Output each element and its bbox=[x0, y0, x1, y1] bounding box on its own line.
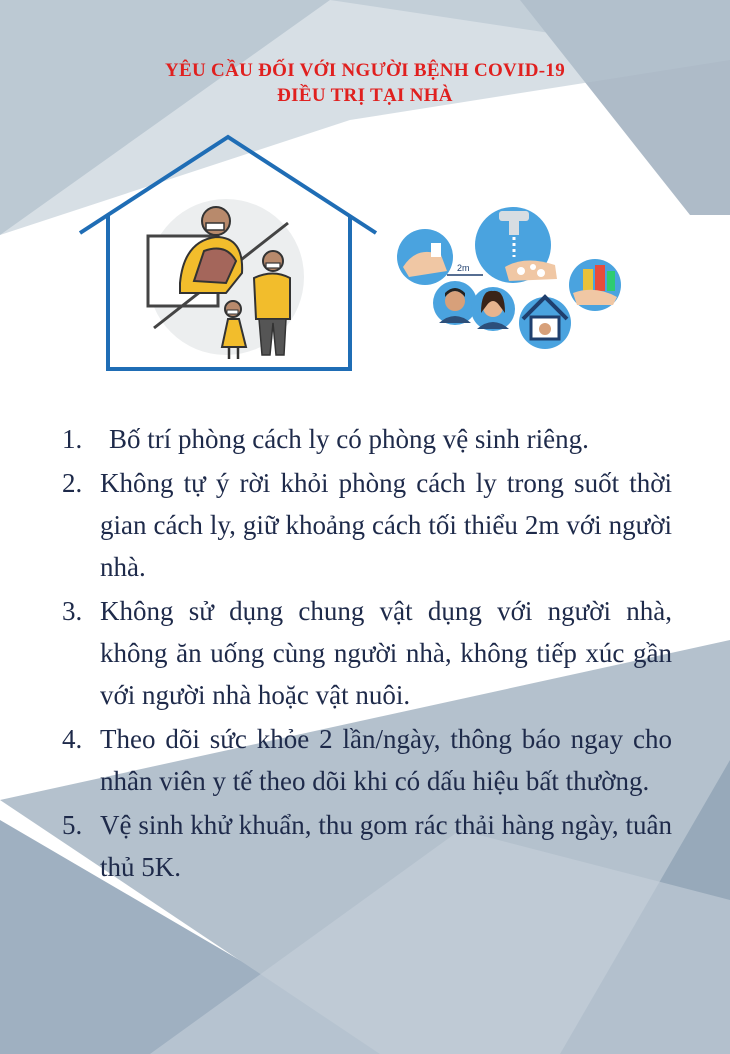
list-item bbox=[62, 804, 672, 888]
list-item bbox=[62, 418, 672, 460]
list-item-number: 3. bbox=[62, 596, 83, 626]
list-item bbox=[62, 590, 672, 716]
list-item-number: 1. bbox=[62, 424, 83, 454]
list-item-number: 4. bbox=[62, 724, 83, 754]
distance-label: 2m bbox=[457, 263, 470, 273]
list-item-text: Vệ sinh khử khuẩn, thu gom rác thải hàng ngày, tuân thủ 5K. bbox=[100, 810, 672, 882]
house-family-isolation-illustration bbox=[76, 133, 380, 373]
requirements-list bbox=[62, 418, 672, 890]
title-line-1: YÊU CẦU ĐỐI VỚI NGƯỜI BỆNH COVID-19 bbox=[164, 60, 566, 81]
list-item-text: Theo dõi sức khỏe 2 lần/ngày, thông báo ngay cho nhân viên y tế theo dõi khi có dấu hiệu bất thường. bbox=[100, 724, 672, 796]
list-item-number: 5. bbox=[62, 810, 83, 840]
list-item-text: Bố trí phòng cách ly có phòng vệ sinh riêng. bbox=[109, 424, 589, 454]
title-line-2: ĐIỀU TRỊ TẠI NHÀ bbox=[277, 85, 453, 106]
list-item-text: Không tự ý rời khỏi phòng cách ly trong suốt thời gian cách ly, giữ khoảng cách tối thiểu 2m với người nhà. bbox=[100, 468, 672, 582]
washing-hands-icon bbox=[505, 260, 557, 281]
hygiene-distancing-illustration bbox=[395, 205, 627, 355]
list-item bbox=[62, 718, 672, 802]
list-item bbox=[62, 462, 672, 588]
page-title bbox=[0, 58, 730, 108]
list-item-number: 2. bbox=[62, 468, 83, 498]
list-item-text: Không sử dụng chung vật dụng với người nhà, không ăn uống cùng người nhà, không tiếp xúc gần với người nhà hoặc vật nuôi. bbox=[100, 596, 672, 710]
